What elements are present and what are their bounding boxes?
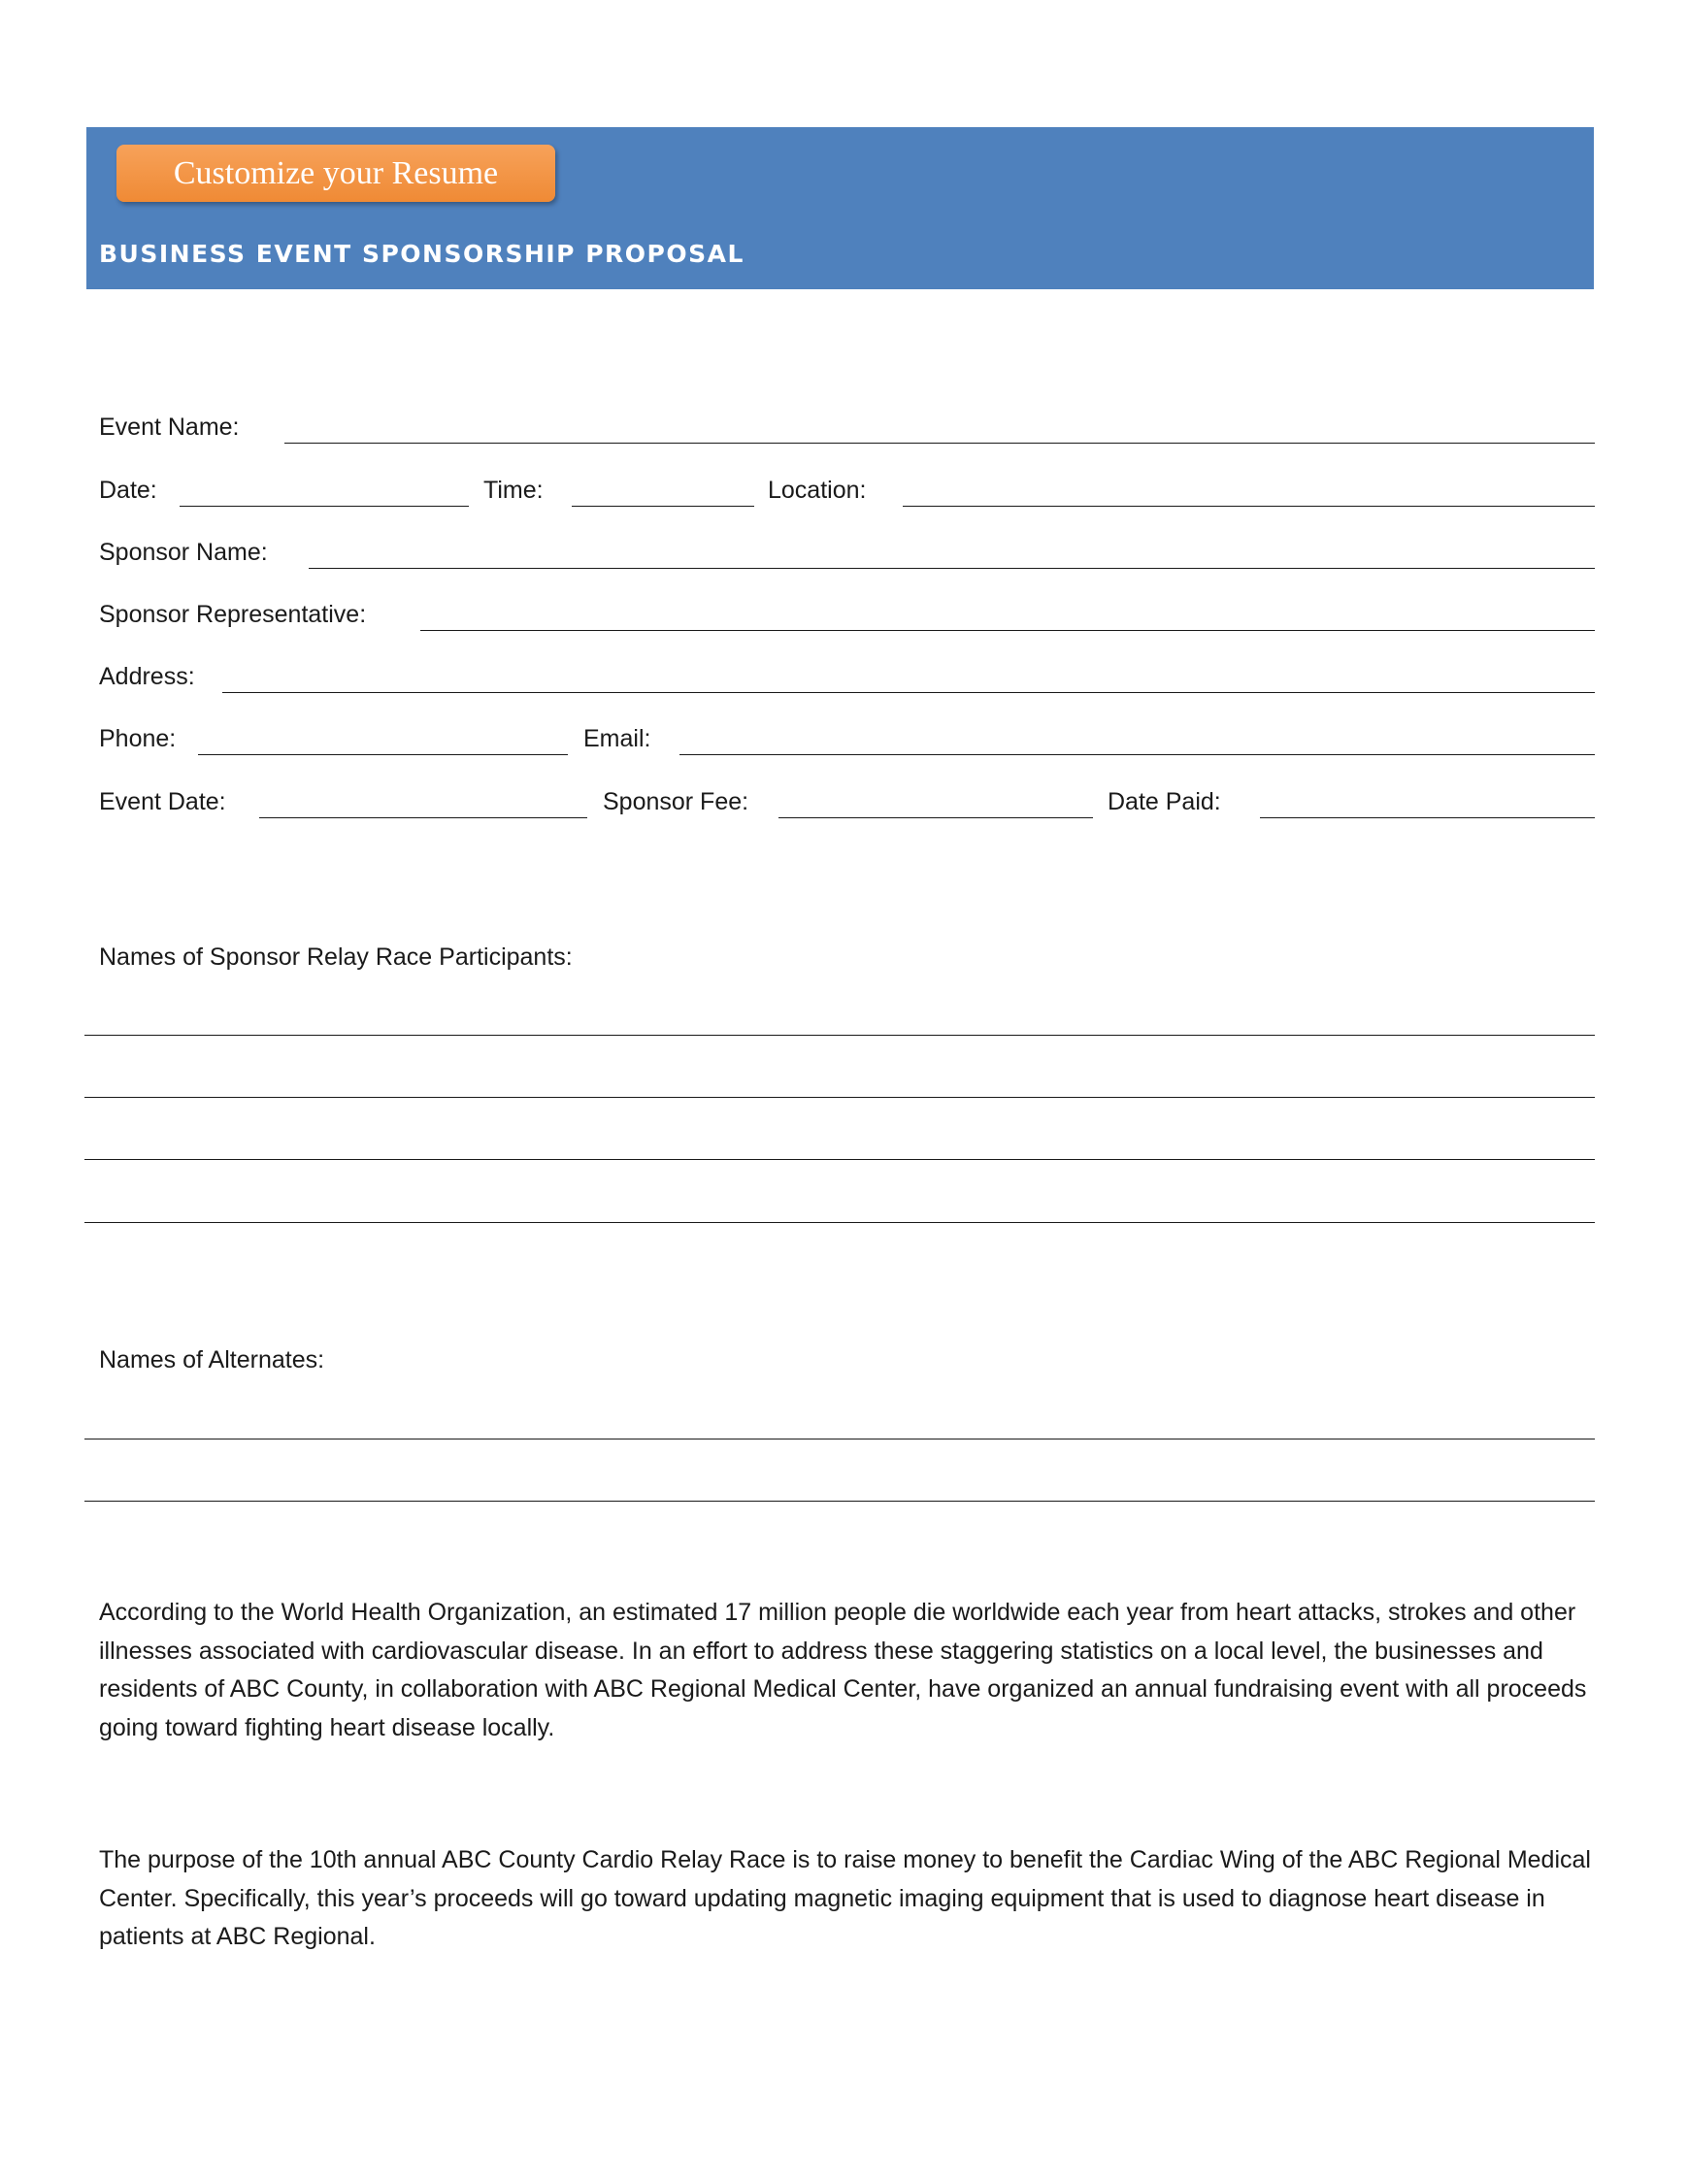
event-name-label: Event Name:	[99, 414, 240, 441]
date-paid-field[interactable]	[1260, 817, 1595, 818]
intro-paragraph: According to the World Health Organization, an estimated 17 million people die worldwide each year from heart attacks, strokes and other illnesses associated with cardiovascular disease. In an effort to address these staggering statistics on a local level, the businesses and residents of ABC County, in collaboration with ABC Regional Medical Center, have organized an annual fundraising event with all proceeds going toward fighting heart disease locally.	[99, 1599, 1587, 1741]
event-name-field[interactable]	[284, 443, 1595, 444]
customize-resume-button[interactable]: Customize your Resume	[116, 145, 555, 202]
sponsor-representative-label: Sponsor Representative:	[99, 601, 367, 628]
sponsor-fee-field[interactable]	[778, 817, 1093, 818]
address-label: Address:	[99, 663, 195, 690]
time-label: Time:	[483, 477, 544, 504]
location-label: Location:	[768, 477, 867, 504]
phone-field[interactable]	[198, 754, 568, 755]
date-paid-label: Date Paid:	[1108, 788, 1221, 815]
location-field[interactable]	[903, 506, 1595, 507]
sponsor-name-field[interactable]	[309, 568, 1595, 569]
participant-line-2[interactable]	[84, 1097, 1595, 1098]
email-label: Email:	[583, 725, 651, 752]
email-field[interactable]	[679, 754, 1595, 755]
date-field[interactable]	[180, 506, 469, 507]
participant-line-1[interactable]	[84, 1035, 1595, 1036]
header-band	[86, 127, 1594, 289]
participants-heading: Names of Sponsor Relay Race Participants:	[99, 943, 573, 971]
event-date-label: Event Date:	[99, 788, 226, 815]
phone-label: Phone:	[99, 725, 177, 752]
document-title: BUSINESS EVENT SPONSORSHIP PROPOSAL	[99, 240, 745, 268]
participant-line-3[interactable]	[84, 1159, 1595, 1160]
address-field[interactable]	[222, 692, 1595, 693]
alternate-line-2[interactable]	[84, 1501, 1595, 1502]
purpose-paragraph: The purpose of the 10th annual ABC County Cardio Relay Race is to raise money to benefit the Cardiac Wing of the ABC Regional Medical Center. Specifically, this year’s proceeds will go toward updating magnetic imaging equipment that is used to diagnose heart disease in patients at ABC Regional.	[99, 1846, 1591, 1951]
sponsor-representative-field[interactable]	[420, 630, 1595, 631]
alternates-heading: Names of Alternates:	[99, 1346, 325, 1373]
sponsor-name-label: Sponsor Name:	[99, 539, 268, 566]
date-label: Date:	[99, 477, 157, 504]
time-field[interactable]	[572, 506, 754, 507]
event-date-field[interactable]	[259, 817, 587, 818]
sponsor-fee-label: Sponsor Fee:	[603, 788, 749, 815]
participant-line-4[interactable]	[84, 1222, 1595, 1223]
